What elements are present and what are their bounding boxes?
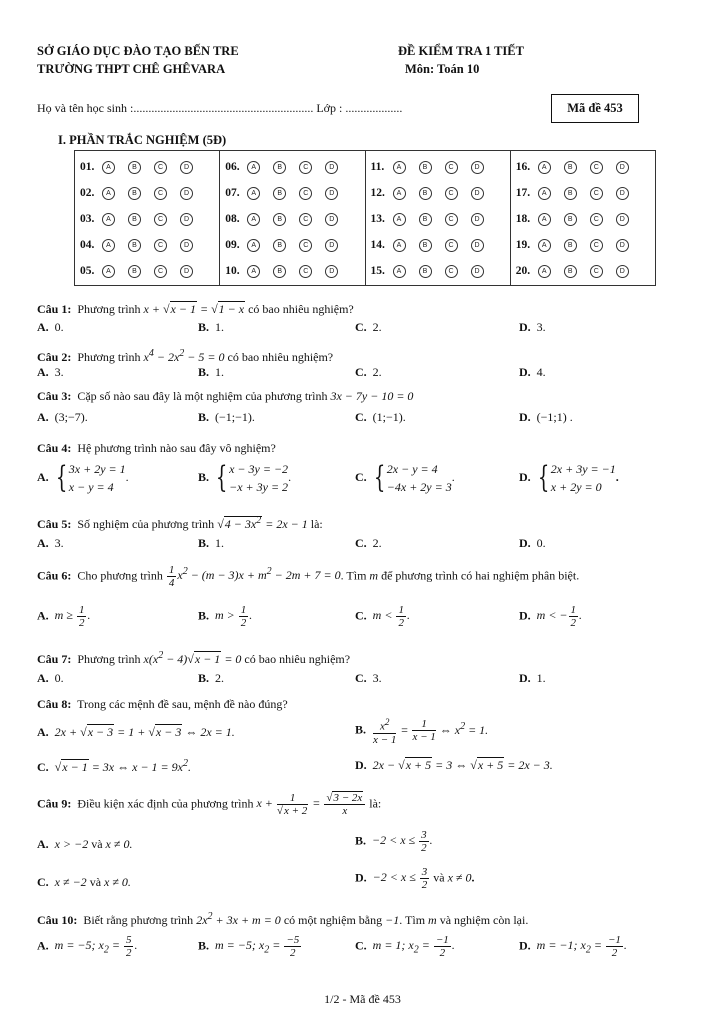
answer-row [75, 180, 219, 206]
exam-code-box [551, 94, 639, 123]
answer-bubble-a[interactable]: A [102, 187, 115, 200]
q1-option-c: C. 2. [355, 320, 382, 334]
answer-row [366, 232, 510, 258]
q4-option-c: C. { 2x − y = 4 −4x + 2y = 3 . [355, 460, 455, 495]
q10-option-b: B. m = −5; $x_2$ = $\frac{-5}{2}$ [198, 934, 300, 959]
q6-option-b: B. m > $\frac{1}{2}$ . [198, 604, 253, 629]
question-8: Câu 8: Trong các mệnh đề sau, mệnh đề nào đúng? [37, 697, 288, 711]
answer-bubble-d[interactable]: D [180, 213, 193, 226]
answer-bubble-d[interactable]: D [471, 265, 484, 278]
answer-row [511, 206, 655, 232]
q2-option-a: A. 3. [37, 365, 64, 379]
q5-option-a: A. 3. [37, 536, 64, 550]
answer-bubble-a[interactable]: A [247, 187, 260, 200]
q6-option-a: A. m ≥ $\frac{1}{2}$ . [37, 604, 91, 629]
q9-option-b: B. −2 < x ≤ $\frac{3}{2}$ . [355, 829, 433, 854]
answer-number: 16. [515, 161, 531, 173]
q7-option-c: C. 3. [355, 671, 382, 685]
question-label: Câu 1: [37, 302, 72, 316]
answer-bubble-c[interactable]: C [445, 239, 458, 252]
answer-bubble-b[interactable]: B [419, 187, 432, 200]
answer-bubble-b[interactable]: B [273, 187, 286, 200]
answer-bubble-b[interactable]: B [128, 213, 141, 226]
q3-option-c: C. (1;−1). [355, 410, 406, 424]
answer-number: 14. [370, 239, 385, 251]
answer-bubble-a[interactable]: A [393, 265, 406, 278]
answer-bubble-d[interactable]: D [180, 265, 193, 278]
question-3: Câu 3: Cặp số nào sau đây là một nghiệm của phương trình 3x − 7y − 10 = 0 [37, 389, 414, 403]
answer-bubble-b[interactable]: B [128, 187, 141, 200]
question-5: Câu 5: Số nghiệm của phương trình $√4 - 3x^2 = 2x - 1$ là: [37, 515, 323, 531]
answer-bubble-a[interactable]: A [247, 213, 260, 226]
answer-bubble-b[interactable]: B [419, 161, 432, 174]
answer-row [511, 180, 655, 206]
answer-bubble-d[interactable]: D [471, 187, 484, 200]
answer-grid-column [511, 151, 655, 285]
q9-option-d: D. −2 < x ≤ $\frac{3}{2}$ và x ≠ 0. [355, 866, 475, 891]
answer-bubble-c[interactable]: C [154, 213, 167, 226]
answer-bubble-a[interactable]: A [102, 161, 115, 174]
q6-option-c: C. m < $\frac{1}{2}$ . [355, 604, 410, 629]
q8-option-c: C. √x − 1 = 3x ⇔ $x - 1 = 9x^2$. [37, 758, 191, 774]
answer-bubble-a[interactable]: A [538, 239, 551, 252]
school-name: TRƯỜNG THPT CHÊ GHÊVARA [37, 62, 226, 76]
answer-bubble-c[interactable]: C [154, 187, 167, 200]
q5-option-c: C. 2. [355, 536, 382, 550]
answer-bubble-a[interactable]: A [393, 213, 406, 226]
answer-bubble-d[interactable]: D [471, 213, 484, 226]
answer-bubble-b[interactable]: B [564, 187, 577, 200]
answer-row [366, 206, 510, 232]
question-10: Câu 10: Biết rằng phương trình $2x^2 + 3x + m = 0$ có một nghiệm bằng −1. Tìm m và nghiệm còn lại. [37, 911, 529, 927]
q10-option-c: C. m = 1; $x_2$ = $\frac{-1}{2}$ . [355, 934, 455, 959]
q10-option-a: A. m = −5; $x_2$ = $\frac{5}{2}$ . [37, 934, 138, 959]
q4-option-a: A. { 3x + 2y = 1 x − y = 4 . [37, 460, 129, 495]
question-2: Câu 2: Phương trình $x^4 - 2x^2 - 5 = 0$ có bao nhiêu nghiệm? [37, 348, 334, 364]
answer-bubble-a[interactable]: A [393, 187, 406, 200]
question-4: Câu 4: Hệ phương trình nào sau đây vô nghiệm? [37, 441, 276, 455]
answer-row [220, 232, 364, 258]
answer-row [366, 180, 510, 206]
answer-bubble-b[interactable]: B [128, 239, 141, 252]
q8-option-b: B. $\frac{x^2}{x - 1}$ = $\frac{1}{x - 1}$ ⇔ $x^2 = 1$. [355, 717, 489, 746]
answer-bubble-d[interactable]: D [471, 161, 484, 174]
q3-option-b: B. (−1;−1). [198, 410, 255, 424]
question-text: Phương trình [77, 302, 144, 316]
answer-bubble-c[interactable]: C [590, 265, 603, 278]
q3-option-d: D. (−1;1) . [519, 410, 573, 424]
answer-bubble-a[interactable]: A [393, 161, 406, 174]
answer-number: 02. [80, 187, 95, 199]
q1-option-b: B. 1. [198, 320, 225, 334]
answer-number: 12. [370, 187, 385, 199]
answer-number: 20. [515, 265, 531, 277]
answer-bubble-a[interactable]: A [538, 161, 551, 174]
answer-number: 17. [515, 187, 531, 199]
department-name: SỞ GIÁO DỤC ĐÀO TẠO BẾN TRE [37, 44, 239, 58]
answer-bubble-c[interactable]: C [299, 161, 312, 174]
subject: Môn: Toán 10 [405, 62, 480, 76]
q6-option-d: D. m < − $\frac{1}{2}$ . [519, 604, 583, 629]
answer-number: 05. [80, 265, 95, 277]
answer-bubble-b[interactable]: B [128, 265, 141, 278]
q8-option-d: D. 2x − √x + 5 = 3 ⇔ √x + 5 = 2x − 3. [355, 758, 553, 772]
q7-option-b: B. 2. [198, 671, 225, 685]
answer-bubble-d[interactable]: D [616, 265, 629, 278]
section-title: I. PHẦN TRẮC NGHIỆM (5Đ) [58, 133, 227, 147]
answer-grid-column [75, 151, 220, 285]
answer-number: 11. [370, 161, 385, 173]
answer-bubble-b[interactable]: B [273, 213, 286, 226]
answer-row [511, 154, 655, 180]
answer-row [220, 180, 364, 206]
answer-bubble-c[interactable]: C [445, 265, 458, 278]
answer-bubble-a[interactable]: A [247, 161, 260, 174]
answer-bubble-d[interactable]: D [180, 239, 193, 252]
answer-row [366, 154, 510, 180]
answer-bubble-d[interactable]: D [616, 213, 629, 226]
answer-bubble-b[interactable]: B [273, 161, 286, 174]
q8-option-a: A. 2x + √x − 3 = 1 + √x − 3 ⇔ 2x = 1. [37, 725, 235, 739]
answer-number: 19. [515, 239, 531, 251]
answer-bubble-b[interactable]: B [564, 213, 577, 226]
q10-option-d: D. m = −1; $x_2$ = $\frac{-1}{2}$ . [519, 934, 627, 959]
answer-bubble-b[interactable]: B [564, 239, 577, 252]
page-footer: 1/2 - Mã đề 453 [324, 992, 401, 1006]
answer-bubble-c[interactable]: C [154, 265, 167, 278]
answer-number: 10. [225, 265, 240, 277]
q9-option-c: C. x ≠ −2 và x ≠ 0. [37, 875, 131, 889]
answer-bubble-a[interactable]: A [102, 265, 115, 278]
answer-number: 03. [80, 213, 95, 225]
answer-row [75, 258, 219, 284]
answer-grid-column [220, 151, 365, 285]
student-info-line: Họ và tên học sinh :............................................................ Lớp : ................... [37, 101, 403, 115]
answer-row [75, 206, 219, 232]
answer-bubble-c[interactable]: C [445, 161, 458, 174]
question-6: Câu 6: Cho phương trình $\frac{1}{4}$ $x^2 - (m - 3)x + m^2 - 2m + 7 = 0$. Tìm m để phương trình có hai nghiệm phân biệt. [37, 564, 580, 589]
answer-bubble-d[interactable]: D [616, 239, 629, 252]
q2-option-c: C. 2. [355, 365, 382, 379]
answer-row [220, 206, 364, 232]
answer-number: 04. [80, 239, 95, 251]
answer-row [75, 232, 219, 258]
answer-grid-column [366, 151, 511, 285]
answer-row [220, 154, 364, 180]
question-text: có bao nhiêu nghiệm? [248, 302, 354, 316]
answer-bubble-d[interactable]: D [616, 187, 629, 200]
answer-bubble-b[interactable]: B [419, 239, 432, 252]
answer-bubble-a[interactable]: A [538, 213, 551, 226]
q1-option-a: A. 0. [37, 320, 64, 334]
q7-option-d: D. 1. [519, 671, 546, 685]
answer-number: 15. [370, 265, 385, 277]
q1-option-d: D. 3. [519, 320, 546, 334]
answer-bubble-b[interactable]: B [564, 161, 577, 174]
answer-bubble-c[interactable]: C [590, 161, 603, 174]
q9-option-a: A. x > −2 và x ≠ 0. [37, 837, 133, 851]
answer-bubble-a[interactable]: A [393, 239, 406, 252]
answer-bubble-d[interactable]: D [325, 213, 338, 226]
answer-bubble-b[interactable]: B [564, 265, 577, 278]
answer-row [366, 258, 510, 284]
answer-bubble-b[interactable]: B [273, 239, 286, 252]
answer-bubble-c[interactable]: C [445, 187, 458, 200]
question-1: Câu 1: Phương trình x + √x − 1 = √1 − x có bao nhiêu nghiệm? [37, 302, 354, 316]
q4-option-d: D. { 2x + 3y = −1 x + 2y = 0 . [519, 460, 619, 495]
q2-option-b: B. 1. [198, 365, 225, 379]
q7-option-a: A. 0. [37, 671, 64, 685]
answer-number: 07. [225, 187, 240, 199]
answer-bubble-d[interactable]: D [471, 239, 484, 252]
answer-bubble-c[interactable]: C [445, 213, 458, 226]
answer-bubble-d[interactable]: D [180, 161, 193, 174]
answer-bubble-c[interactable]: C [154, 239, 167, 252]
answer-number: 09. [225, 239, 240, 251]
answer-row [511, 258, 655, 284]
q5-option-d: D. 0. [519, 536, 546, 550]
answer-bubble-b[interactable]: B [128, 161, 141, 174]
answer-row [220, 258, 364, 284]
answer-bubble-d[interactable]: D [616, 161, 629, 174]
answer-bubble-c[interactable]: C [154, 161, 167, 174]
q5-option-b: B. 1. [198, 536, 225, 550]
answer-bubble-a[interactable]: A [538, 187, 551, 200]
answer-bubble-c[interactable]: C [299, 187, 312, 200]
q2-option-d: D. 4. [519, 365, 546, 379]
answer-number: 06. [225, 161, 240, 173]
q4-option-b: B. { x − 3y = −2 −x + 3y = 2 . [198, 460, 292, 495]
answer-number: 18. [515, 213, 531, 225]
answer-row [511, 232, 655, 258]
answer-bubble-d[interactable]: D [325, 187, 338, 200]
question-7: Câu 7: Phương trình $x(x^2 - 4)√x - 1 = 0$ có bao nhiêu nghiệm? [37, 650, 351, 666]
answer-bubble-c[interactable]: C [590, 213, 603, 226]
exam-code: Mã đề 453 [567, 101, 623, 115]
answer-bubble-b[interactable]: B [419, 265, 432, 278]
answer-bubble-c[interactable]: C [299, 265, 312, 278]
answer-bubble-c[interactable]: C [299, 213, 312, 226]
answer-bubble-a[interactable]: A [538, 265, 551, 278]
answer-bubble-c[interactable]: C [590, 239, 603, 252]
answer-bubble-a[interactable]: A [247, 265, 260, 278]
q3-option-a: A. (3;−7). [37, 410, 88, 424]
answer-bubble-d[interactable]: D [180, 187, 193, 200]
answer-bubble-a[interactable]: A [102, 239, 115, 252]
answer-number: 08. [225, 213, 240, 225]
answer-number: 01. [80, 161, 95, 173]
answer-bubble-d[interactable]: D [325, 239, 338, 252]
answer-bubble-d[interactable]: D [325, 161, 338, 174]
answer-number: 13. [370, 213, 385, 225]
answer-row [75, 154, 219, 180]
answer-bubble-a[interactable]: A [247, 239, 260, 252]
answer-bubble-a[interactable]: A [102, 213, 115, 226]
answer-bubble-d[interactable]: D [325, 265, 338, 278]
answer-bubble-c[interactable]: C [299, 239, 312, 252]
answer-grid [74, 150, 656, 286]
answer-bubble-c[interactable]: C [590, 187, 603, 200]
answer-bubble-b[interactable]: B [273, 265, 286, 278]
question-9: Câu 9: Điều kiện xác định của phương trình x + $\frac{1}{√x + 2}$ = $\frac{√3 - 2x}{x}$ là: [37, 792, 382, 817]
exam-title: ĐỀ KIỂM TRA 1 TIẾT [398, 44, 524, 58]
answer-bubble-b[interactable]: B [419, 213, 432, 226]
